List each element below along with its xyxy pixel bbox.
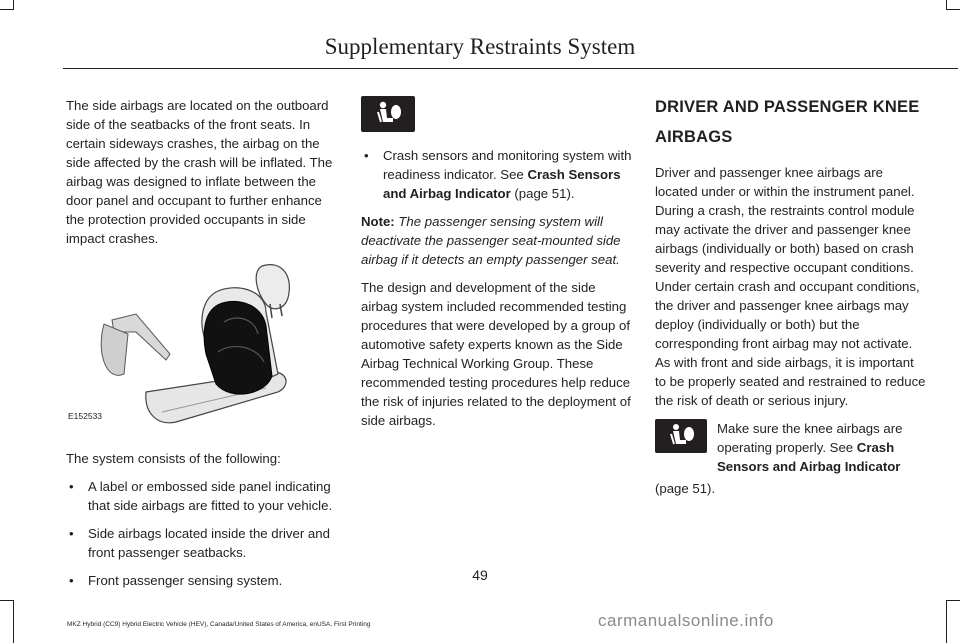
column-left	[66, 96, 338, 599]
bullet-icon: •	[69, 479, 74, 494]
seat-side-airbag-figure	[66, 262, 338, 432]
sensor-list	[361, 146, 633, 203]
note-label: Note:	[361, 214, 395, 229]
note-text: The passenger sensing system will deactivate the passenger seat-mounted side airbag if it detects an empty passenger seat.	[361, 214, 621, 267]
note	[361, 212, 633, 269]
crop-mark	[946, 9, 960, 10]
side-airbags-intro: The side airbags are located on the outboard side of the seatbacks of the front seats. In certain sideways crashes, the airbag on the side affected by the crash will be inflated. The airbag was designed to inflate between the door panel and occupant to further enhance the protection provided occupants in side impact crashes.	[66, 98, 333, 246]
list-item: • Side airbags located inside the driver and front passenger seatbacks.	[69, 526, 330, 560]
crop-mark	[946, 600, 960, 601]
knee-airbags-paragraph: Driver and passenger knee airbags are located under or within the instrument panel. During a crash, the restraints control module may activate the driver and passenger knee airbags (individually or both) based on crash severity and respective occupant conditions. Under certain crash and occupant conditions, the driver and passenger knee airbags may deploy (individually or both) but the corresponding front airbag may not activate. As with front and side airbags, it is important to be properly seated and restrained to reduce the risk of death or serious injury.	[655, 165, 926, 408]
system-consists: The system consists of the following:	[66, 451, 281, 466]
bullet-icon: •	[69, 526, 74, 541]
bullet-icon: •	[364, 148, 369, 163]
footer-text: MKZ Hybrid (CC9) Hybrid Electric Vehicle (HEV), Canada/United States of America, enUSA, First Printing	[67, 621, 371, 628]
page-number: 49	[472, 567, 488, 583]
crop-mark	[0, 9, 14, 10]
header-divider	[63, 68, 958, 69]
page-title: Supplementary Restraints System	[324, 34, 636, 59]
figure-id: E152533	[68, 411, 103, 421]
column-middle	[361, 96, 633, 439]
knee-airbag-note	[655, 419, 927, 479]
airbag-warning-icon	[361, 96, 415, 132]
column-right	[655, 96, 927, 498]
section-heading-line2: AIRBAGS	[655, 128, 733, 146]
design-paragraph: The design and development of the side airbag system included recommended testing procedures that were developed by a group of automotive safety experts known as the Side Airbag Technical Working Group. These recommended testing procedures help reduce the risk of injuries related to the deployment of side airbags.	[361, 280, 631, 428]
list-item: • A label or embossed side panel indicating that side airbags are fitted to your vehicle.	[69, 479, 333, 513]
crop-mark	[13, 600, 14, 643]
airbag-warning-icon	[655, 419, 707, 453]
crop-mark	[0, 600, 14, 601]
bullet-icon: •	[69, 573, 74, 588]
crop-mark	[946, 600, 947, 643]
crash-sensors-link[interactable]: Crash Sensors and Airbag Indicator	[717, 440, 901, 474]
watermark: carmanualsonline.info	[598, 611, 774, 630]
list-item: • Crash sensors and monitoring system with readiness indicator. See Crash Sensors and Airbag Indicator (page 51).	[364, 148, 632, 201]
list-item: • Front passenger sensing system.	[69, 573, 283, 588]
crop-mark	[946, 0, 947, 10]
crop-mark	[13, 0, 14, 10]
crash-sensors-link[interactable]: Crash Sensors and Airbag Indicator	[383, 167, 621, 201]
section-heading: DRIVER AND PASSENGER KNEE	[655, 98, 920, 116]
note-text: Make sure the knee airbags are operating properly. See	[717, 421, 903, 455]
note-page-ref: (page 51).	[655, 481, 716, 496]
seat-airbag-illustration	[66, 262, 338, 432]
